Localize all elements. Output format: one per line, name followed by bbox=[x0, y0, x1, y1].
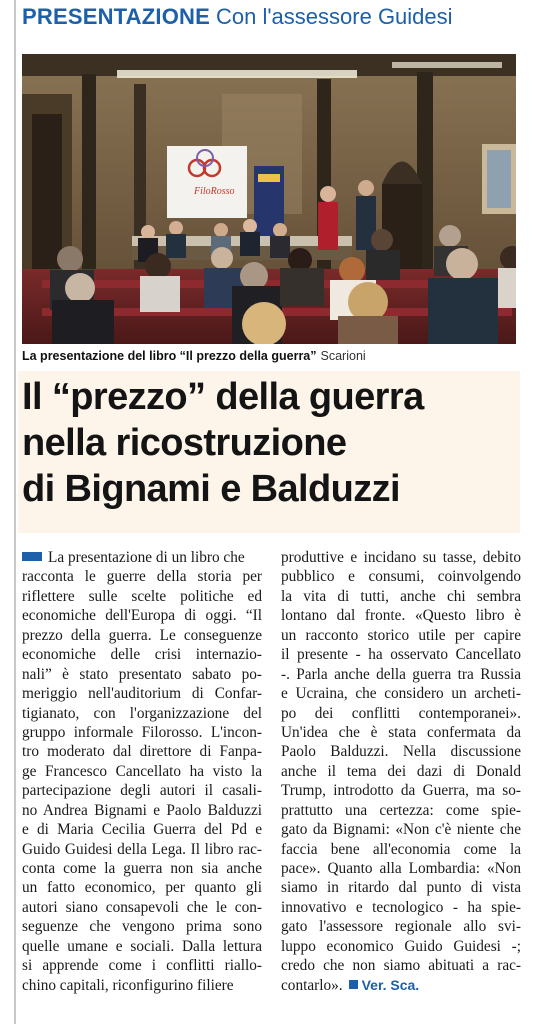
body-line-text: nali” è stato presentato sabato po- bbox=[22, 665, 262, 683]
body-line bbox=[22, 762, 262, 781]
body-line bbox=[281, 781, 521, 800]
body-line-text: produttive e incidano su tasse, debito bbox=[281, 549, 521, 566]
body-line bbox=[22, 665, 262, 684]
headline-line: di Bignami e Balduzzi bbox=[22, 468, 400, 510]
article-photo bbox=[22, 54, 516, 344]
body-line bbox=[281, 762, 521, 781]
section-label: PRESENTAZIONE bbox=[22, 4, 210, 29]
body-line bbox=[22, 626, 262, 645]
lead-marker bbox=[22, 552, 42, 561]
body-line-text: po dei conflitti contemporanei». bbox=[281, 704, 521, 722]
body-line bbox=[281, 587, 521, 606]
body-line-text: gato l'assessore regionale allo svi- bbox=[281, 918, 521, 936]
body-line bbox=[281, 898, 521, 917]
kicker bbox=[22, 4, 532, 34]
body-line-text: -. Parla anche della guerra tra Russia bbox=[281, 665, 521, 683]
body-line-text: un racconto storico utile per capire bbox=[281, 626, 521, 644]
body-line-text: La presentazione di un libro che bbox=[48, 549, 245, 566]
body-line-text: no Andrea Bignami e Paolo Balduzzi bbox=[22, 801, 262, 819]
body-line bbox=[22, 917, 262, 936]
body-line bbox=[281, 645, 521, 664]
body-line-text: siamo in ritardo dal punto di vista bbox=[281, 879, 521, 897]
body-line-text: e Ucraina, che considero un archeti- bbox=[281, 685, 521, 703]
body-line bbox=[22, 645, 262, 664]
body-line bbox=[22, 704, 262, 723]
body-line-text: la vita di tutti, anche chi sembra bbox=[281, 587, 521, 605]
body-line-text: riflettere sulle scelte politiche ed bbox=[22, 587, 262, 605]
signature-marker bbox=[349, 980, 358, 989]
body-line-text: gruppo informale Filorosso. L'incon- bbox=[22, 723, 262, 741]
banner-label: FiloRosso bbox=[194, 186, 235, 197]
body-line-text: prattutto una certezza: come spie- bbox=[281, 801, 521, 819]
body-line-text: conta come la guerra non sia anche bbox=[22, 860, 262, 877]
body-line-text: luppo economico Guido Guidesi -; bbox=[281, 937, 521, 955]
body-line-text: lontano dal fronte. «Questo libro è bbox=[281, 607, 521, 625]
body-line-text: economiche delle crisi internazio- bbox=[22, 646, 262, 664]
body-line-text: tro moderato dal direttore di Fanpa- bbox=[22, 743, 262, 761]
body-line-text: chino capitali, riconfigurino filiere bbox=[22, 976, 234, 994]
body-line bbox=[22, 898, 262, 917]
body-line bbox=[22, 878, 262, 897]
body-line-text: credo che non siamo abituati a rac- bbox=[281, 957, 521, 975]
body-column-right bbox=[281, 548, 521, 995]
caption-text: La presentazione del libro “Il prezzo della guerra” bbox=[22, 349, 317, 363]
body-line bbox=[22, 801, 262, 820]
body-line-text: un fatto economico, per quanto gli bbox=[22, 879, 262, 897]
body-line-text: tigianato, con l'organizzazione del bbox=[22, 704, 262, 722]
body-line bbox=[281, 626, 521, 645]
body-line-text: ge Francesco Cancellato ha visto la bbox=[22, 762, 262, 780]
body-line-text: gato da Bignami: «Non c'è niente che bbox=[281, 821, 521, 839]
body-line-text: Un'idea che è stata confermata da bbox=[281, 723, 521, 741]
body-line bbox=[22, 956, 262, 975]
body-line bbox=[281, 548, 521, 567]
body-line-text: Guido Guidesi della Lega. Il libro rac- bbox=[22, 840, 262, 858]
body-line bbox=[281, 820, 521, 839]
body-line bbox=[281, 684, 521, 703]
body-line bbox=[22, 606, 262, 625]
body-line bbox=[22, 976, 262, 995]
body-line-text: pubblico e consumi, coinvolgendo bbox=[281, 568, 521, 586]
body-line bbox=[281, 859, 521, 878]
body-line-text: anche il tema dei dazi di Donald bbox=[281, 762, 521, 780]
body-line-text: partecipazione degli autori il casali- bbox=[22, 782, 262, 800]
body-line-text: faccia bene all'economia come la bbox=[281, 840, 521, 858]
body-line bbox=[22, 587, 262, 606]
body-line bbox=[22, 548, 262, 567]
body-line-text: economiche dell'Europa di oggi. “Il bbox=[22, 607, 262, 625]
body-line-text: innovativo e tecnologico - ha spie- bbox=[281, 898, 521, 916]
photo-credit: Scarioni bbox=[320, 349, 366, 363]
body-column-left bbox=[22, 548, 262, 995]
body-line bbox=[22, 684, 262, 703]
body-line bbox=[22, 859, 262, 878]
body-line bbox=[281, 840, 521, 859]
body-line bbox=[22, 742, 262, 761]
body-line-text: si apprende come i conflitti riallo- bbox=[22, 957, 262, 975]
body-line bbox=[281, 742, 521, 761]
body-line bbox=[281, 976, 521, 995]
body-line-text: il presente - ha osservato Cancellato bbox=[281, 646, 521, 664]
body-line bbox=[281, 937, 521, 956]
body-line-text: pace». Quanto alla Lombardia: «Non bbox=[281, 860, 521, 877]
body-line bbox=[281, 956, 521, 975]
body-line-text: Trump, introdotto da Guerra, ma so- bbox=[281, 782, 521, 800]
body-line-text: e di Maria Cecilia Guerra del Pd e bbox=[22, 821, 262, 839]
body-line bbox=[281, 917, 521, 936]
body-line bbox=[281, 801, 521, 820]
headline-line: nella ricostruzione bbox=[22, 422, 347, 464]
body-line bbox=[281, 567, 521, 586]
column-rule bbox=[14, 0, 16, 1024]
body-line bbox=[22, 567, 262, 586]
body-line-text: autori siano consapevoli che le con- bbox=[22, 898, 262, 916]
body-line bbox=[22, 781, 262, 800]
body-line bbox=[22, 937, 262, 956]
body-line-text: meriggio nell'auditorium di Confar- bbox=[22, 685, 262, 703]
body-line-text: racconta le guerre della storia per bbox=[22, 568, 262, 586]
body-line bbox=[281, 704, 521, 723]
body-line bbox=[281, 606, 521, 625]
body-line bbox=[281, 878, 521, 897]
body-line bbox=[281, 665, 521, 684]
body-line bbox=[22, 840, 262, 859]
photo-caption bbox=[22, 349, 516, 367]
kicker-subtitle: Con l'assessore Guidesi bbox=[216, 4, 453, 29]
headline bbox=[22, 374, 518, 512]
author-signature: Ver. Sca. bbox=[361, 976, 420, 993]
body-line-text: Paolo Balduzzi. Nella discussione bbox=[281, 743, 521, 761]
body-line-text: seguenze che vengono prima sono bbox=[22, 918, 262, 936]
headline-line: Il “prezzo” della guerra bbox=[22, 376, 424, 418]
body-line bbox=[22, 820, 262, 839]
body-line-text: quelle umane e sociali. Dalla lettura bbox=[22, 937, 262, 955]
body-line-text: contarlo». bbox=[281, 976, 343, 994]
body-line bbox=[22, 723, 262, 742]
body-line bbox=[281, 723, 521, 742]
body-line-text: prezzo della guerra. Le conseguenze bbox=[22, 626, 262, 644]
